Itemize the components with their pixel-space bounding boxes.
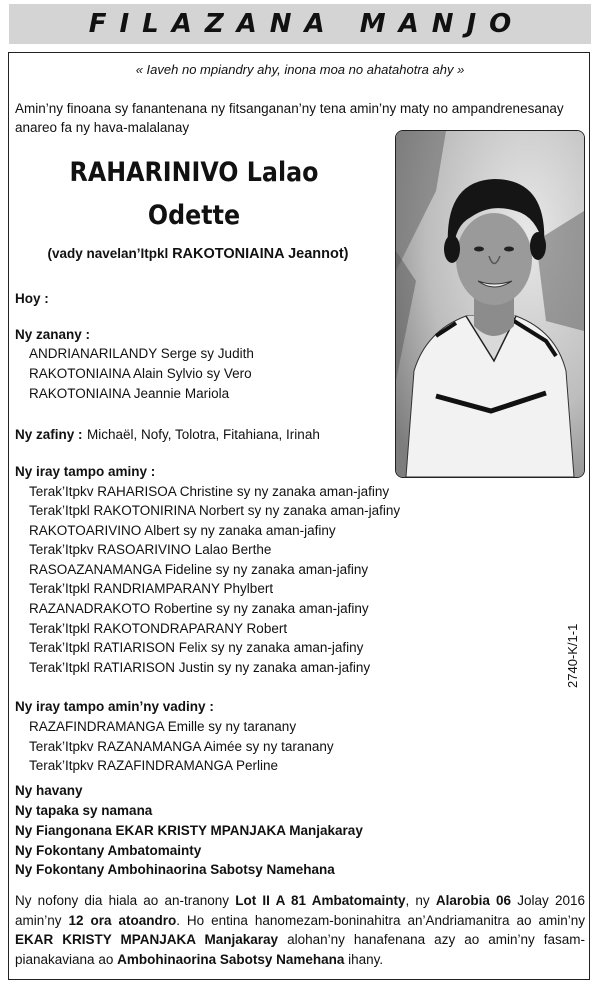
list-item: Terak’Itpkl RATIARISON Justin sy ny zanaka aman-jafiny <box>29 660 371 675</box>
portrait-photo-icon <box>396 131 584 477</box>
closing-text: alohan’ny hanafenana azy ao amin’ny fasam-pianakaviana ao <box>15 932 585 967</box>
funeral-day: Alarobia 06 <box>435 893 512 908</box>
portrait-photo <box>395 130 585 478</box>
spouse-prefix: (vady navelan’Itpkl <box>47 246 169 261</box>
closing-text: ihany. <box>344 951 384 967</box>
closing-text: Jolay 2016 amin’ny <box>15 893 585 928</box>
hoy-label: Hoy : <box>15 291 49 306</box>
list-item: Terak’Itpkv RASOARIVINO Lalao Berthe <box>29 542 272 557</box>
intro-text: Amin’ny finoana sy fanantenana ny fitsanganan’ny tena amin’ny maty no ampandrenesanay anareo fa ny hava-malalanay <box>15 101 564 135</box>
header-bar <box>9 4 591 44</box>
list-item: RAZAFINDRAMANGA Emille sy ny taranany <box>29 719 297 734</box>
grandchildren-line <box>15 426 320 444</box>
children-label: Ny zanany : <box>15 327 91 342</box>
deceased-name-line2: Odette <box>147 200 241 231</box>
friends-line: Ny tapaka sy namana <box>15 803 153 818</box>
closing-text: . Ho entina hanomezam-boninahitra an’Andriamanitra ao amin’ny <box>176 912 585 928</box>
page-title: FILAZANA MANJO <box>88 9 525 39</box>
list-item: ANDRIANARILANDY Serge sy Judith <box>29 346 254 361</box>
list-item: Terak’Itpkl RANDRIAMPARANY Phylbert <box>29 581 274 596</box>
list-item: Terak’Itpkl RAKOTONDRAPARANY Robert <box>29 621 288 636</box>
list-item: RAZANADRAKOTO Robertine sy ny zanaka aman-jafiny <box>29 601 369 616</box>
siblings-label: Ny iray tampo aminy : <box>15 464 156 479</box>
funeral-time: 12 ora atoandro <box>68 912 177 928</box>
list-item: RAKOTOARIVINO Albert sy ny zanaka aman-jafiny <box>29 523 336 538</box>
spouse-line <box>13 246 383 262</box>
epigraph: « Iaveh no mpiandry ahy, inona moa no ahatahotra ahy » <box>135 62 465 77</box>
church-line: Ny Fiangonana EKAR KRISTY MPANJAKA Manjakaray <box>15 823 363 838</box>
list-item: Terak’Itpkl RAKOTONIRINA Norbert sy ny zanaka aman-jafiny <box>29 503 401 518</box>
fokontany-line-1: Ny Fokontany Ambatomainty <box>15 843 202 858</box>
list-item: RAKOTONIAINA Jeannie Mariola <box>29 386 230 401</box>
fokontany-line-2: Ny Fokontany Ambohinaorina Sabotsy Namehana <box>15 862 335 877</box>
announcement-frame <box>8 52 590 980</box>
list-item: Terak’Itpkl RATIARISON Felix sy ny zanaka aman-jafiny <box>29 640 364 655</box>
spouse-siblings-label: Ny iray tampo amin’ny vadiny : <box>15 699 214 714</box>
deceased-name-line1: RAHARINIVO Lalao <box>69 157 319 188</box>
list-item: Terak’Itpkv RAZAFINDRAMANGA Perline <box>29 758 279 773</box>
church-name: EKAR KRISTY MPANJAKA Manjakaray <box>15 932 279 947</box>
list-item: Terak’Itpkv RAZANAMANGA Aimée sy ny taranany <box>29 739 334 754</box>
list-item: Terak’Itpkv RAHARISOA Christine sy ny zanaka aman-jafiny <box>29 484 390 499</box>
closing-text: , ny <box>405 893 436 908</box>
grandchildren-label: Ny zafiny : <box>15 427 83 442</box>
home-address: Lot II A 81 Ambatomainty <box>235 893 406 908</box>
reference-code: 2740-K/1-1 <box>565 623 580 688</box>
closing-text: Ny nofony dia hiala ao an-tranony <box>15 893 236 908</box>
funeral-details <box>15 891 585 969</box>
spouse-name: RAKOTONIAINA Jeannot) <box>172 246 349 262</box>
burial-place: Ambohinaorina Sabotsy Namehana <box>117 951 345 967</box>
list-item: RASOAZANAMANGA Fideline sy ny zanaka aman-jafiny <box>29 562 369 577</box>
list-item: RAKOTONIAINA Alain Sylvio sy Vero <box>29 366 252 381</box>
grandchildren-names: Michaël, Nofy, Tolotra, Fitahiana, Irinah <box>86 427 320 442</box>
relatives-line: Ny havany <box>15 783 83 798</box>
